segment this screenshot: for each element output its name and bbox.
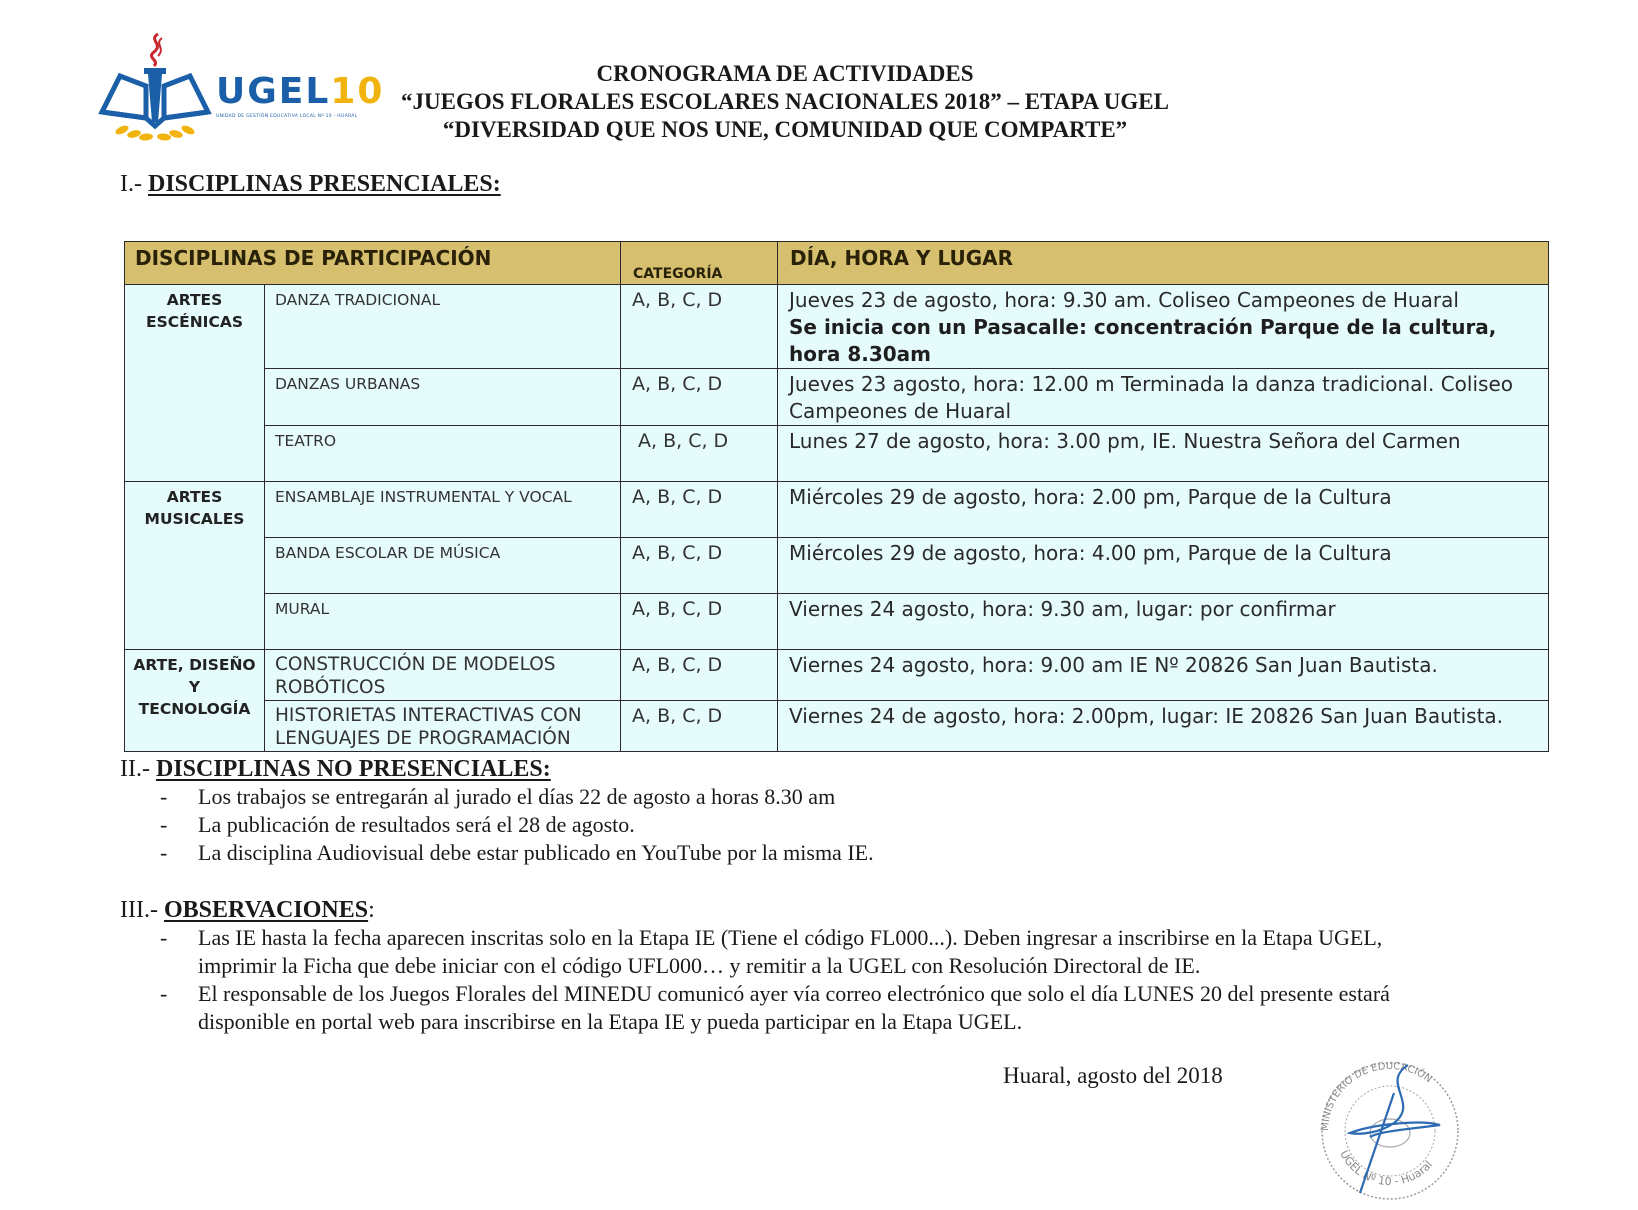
bullet-dash: - bbox=[160, 784, 168, 809]
header-event: “JUEGOS FLORALES ESCOLARES NACIONALES 2018” – ETAPA UGEL bbox=[401, 89, 1169, 114]
section-3-suffix: : bbox=[368, 897, 375, 923]
header-title: CRONOGRAMA DE ACTIVIDADES bbox=[596, 61, 974, 86]
bullet-dash: - bbox=[160, 981, 168, 1006]
dia-note: Se inicia con un Pasacalle: concentración Parque de la cultura, hora 8.30am bbox=[789, 315, 1497, 366]
place-date: Huaral, agosto del 2018 bbox=[1003, 1063, 1223, 1088]
disciplina-cell: DANZAS URBANAS bbox=[265, 369, 621, 426]
section-2-title: DISCIPLINAS NO PRESENCIALES: bbox=[155, 756, 551, 782]
table-row bbox=[125, 285, 1549, 369]
section-1-heading bbox=[120, 170, 501, 198]
table-row bbox=[125, 482, 1549, 538]
dia-cell: Viernes 24 agosto, hora: 9.00 am IE Nº 20826 San Juan Bautista. bbox=[778, 650, 1549, 701]
stamp-text-bottom: UGEL Nº 10 - Huaral bbox=[1337, 1148, 1435, 1189]
section-1-prefix: I.- bbox=[120, 171, 148, 197]
disciplina-cell: MURAL bbox=[265, 594, 621, 650]
list-item bbox=[160, 783, 1448, 811]
dia-cell: Viernes 24 agosto, hora: 9.30 am, lugar: por confirmar bbox=[778, 594, 1549, 650]
table-row bbox=[125, 701, 1549, 752]
section-2-prefix: II.- bbox=[120, 756, 156, 782]
list-item bbox=[160, 839, 1448, 867]
table-row bbox=[125, 538, 1549, 594]
col-header-disciplinas: DISCIPLINAS DE PARTICIPACIÓN bbox=[125, 242, 621, 285]
table-row bbox=[125, 650, 1549, 701]
area-artes-escenicas: ARTES ESCÉNICAS bbox=[125, 285, 265, 482]
dia-cell: Viernes 24 de agosto, hora: 2.00pm, lugar: IE 20826 San Juan Bautista. bbox=[778, 701, 1549, 752]
area-artes-musicales: ARTES MUSICALES bbox=[125, 482, 265, 650]
list-item-text: La disciplina Audiovisual debe estar publicado en YouTube por la misma IE. bbox=[198, 840, 874, 865]
ugel-logo bbox=[96, 26, 385, 146]
svg-text:MINISTERIO DE EDUCACIÓN bbox=[1320, 1061, 1434, 1131]
disciplina-cell: HISTORIETAS INTERACTIVAS CON LENGUAJES DE PROGRAMACIÓN bbox=[265, 701, 621, 752]
book-torch-icon bbox=[96, 26, 216, 146]
list-item-text: El responsable de los Juegos Florales del MINEDU comunicó ayer vía correo electrónico que solo el día LUNES 20 del presente estará disponible en portal web para inscribirse en la Etapa IE y pueda participar en la Etapa UGEL. bbox=[198, 981, 1390, 1034]
svg-text:UGEL Nº 10 - Huaral bbox=[1337, 1148, 1435, 1188]
table-row bbox=[125, 369, 1549, 426]
disciplina-cell: DANZA TRADICIONAL bbox=[265, 285, 621, 369]
categoria-cell: A, B, C, D bbox=[621, 650, 778, 701]
document-header bbox=[380, 60, 1190, 144]
dia-cell bbox=[778, 285, 1549, 369]
section-1-title: DISCIPLINAS PRESENCIALES: bbox=[147, 171, 501, 197]
area-line: Y bbox=[188, 678, 201, 696]
section-2-list bbox=[160, 783, 1448, 867]
list-item-text: Las IE hasta la fecha aparecen inscritas solo en la Etapa IE (Tiene el código FL000...). Deben ingresar a inscribirse en la Etapa UGEL, imprimir la Ficha que debe iniciar con el código UFL000… y remitir a la UGEL con Resolución Directoral de IE. bbox=[198, 925, 1383, 978]
area-arte-diseno-tecnologia bbox=[125, 650, 265, 752]
logo-brand: UGEL bbox=[216, 71, 331, 112]
list-item bbox=[160, 924, 1448, 980]
categoria-cell: A, B, C, D bbox=[621, 538, 778, 594]
categoria-cell: A, B, C, D bbox=[621, 482, 778, 538]
logo-number: 10 bbox=[330, 71, 385, 112]
area-line: TECNOLOGÍA bbox=[138, 700, 251, 718]
bullet-dash: - bbox=[160, 812, 168, 837]
categoria-cell: A, B, C, D bbox=[621, 701, 778, 752]
categoria-cell: A, B, C, D bbox=[621, 426, 778, 482]
dia-cell: Lunes 27 de agosto, hora: 3.00 pm, IE. Nuestra Señora del Carmen bbox=[778, 426, 1549, 482]
col-header-dia: DÍA, HORA Y LUGAR bbox=[778, 242, 1549, 285]
header-motto: “DIVERSIDAD QUE NOS UNE, COMUNIDAD QUE COMPARTE” bbox=[442, 117, 1128, 142]
categoria-cell: A, B, C, D bbox=[621, 369, 778, 426]
logo-wordmark bbox=[216, 71, 385, 112]
categoria-cell: A, B, C, D bbox=[621, 594, 778, 650]
section-2-heading bbox=[120, 755, 551, 783]
table-row bbox=[125, 594, 1549, 650]
disciplina-cell: ENSAMBLAJE INSTRUMENTAL Y VOCAL bbox=[265, 482, 621, 538]
section-3-heading bbox=[120, 896, 375, 924]
stamp-text-top: MINISTERIO DE EDUCACIÓN bbox=[1319, 1060, 1434, 1132]
table-header-row bbox=[125, 242, 1549, 285]
list-item bbox=[160, 980, 1448, 1036]
area-line: ARTE, DISEÑO bbox=[133, 656, 256, 674]
stamp-seal-icon bbox=[1310, 1053, 1470, 1203]
list-item-text: La publicación de resultados será el 28 de agosto. bbox=[198, 812, 635, 837]
dia-text: Jueves 23 de agosto, hora: 9.30 am. Coliseo Campeones de Huaral bbox=[789, 288, 1459, 312]
section-3-title: OBSERVACIONES bbox=[163, 897, 369, 923]
section-3-prefix: III.- bbox=[120, 897, 164, 923]
categoria-cell: A, B, C, D bbox=[621, 285, 778, 369]
dia-cell: Miércoles 29 de agosto, hora: 4.00 pm, Parque de la Cultura bbox=[778, 538, 1549, 594]
official-stamp bbox=[1310, 1053, 1470, 1203]
section-3-list bbox=[160, 924, 1448, 1036]
table-row bbox=[125, 426, 1549, 482]
col-header-categoria: CATEGORÍA bbox=[621, 242, 778, 285]
logo-subtitle: UNIDAD DE GESTIÓN EDUCATIVA LOCAL Nº 10 - HUARAL bbox=[216, 114, 358, 119]
dia-cell: Miércoles 29 de agosto, hora: 2.00 pm, Parque de la Cultura bbox=[778, 482, 1549, 538]
bullet-dash: - bbox=[160, 840, 168, 865]
list-item-text: Los trabajos se entregarán al jurado el días 22 de agosto a horas 8.30 am bbox=[198, 784, 836, 809]
bullet-dash: - bbox=[160, 925, 168, 950]
schedule-table bbox=[124, 241, 1549, 752]
disciplina-cell: BANDA ESCOLAR DE MÚSICA bbox=[265, 538, 621, 594]
disciplina-cell: TEATRO bbox=[265, 426, 621, 482]
disciplina-cell: CONSTRUCCIÓN DE MODELOS ROBÓTICOS bbox=[265, 650, 621, 701]
list-item bbox=[160, 811, 1448, 839]
dia-cell: Jueves 23 agosto, hora: 12.00 m Terminada la danza tradicional. Coliseo Campeones de Huaral bbox=[778, 369, 1549, 426]
